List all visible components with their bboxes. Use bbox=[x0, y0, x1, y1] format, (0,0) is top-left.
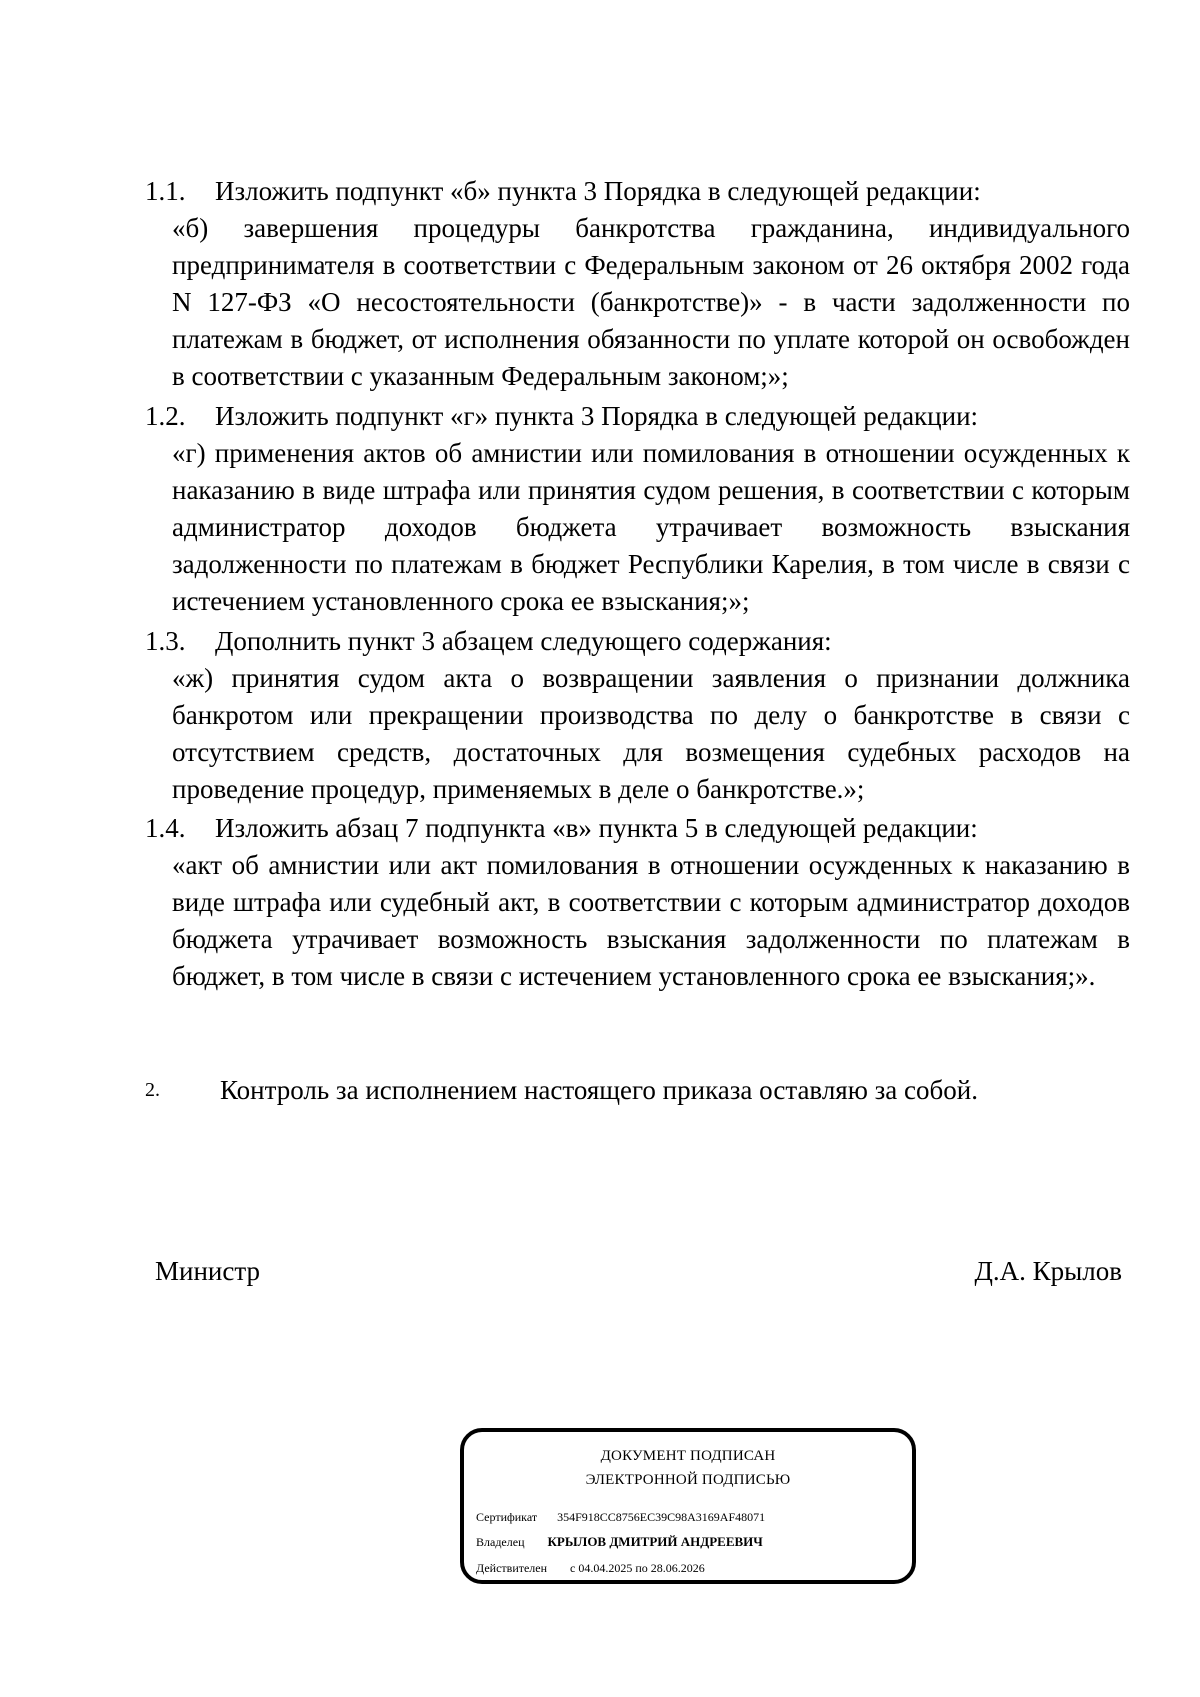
validity-value: с 04.04.2025 по 28.06.2026 bbox=[570, 1561, 705, 1575]
amendment-heading bbox=[145, 172, 1130, 210]
owner-label: Владелец bbox=[476, 1535, 525, 1549]
stamp-owner-row bbox=[476, 1533, 763, 1551]
amendment-heading bbox=[145, 622, 1130, 660]
amendment-title: Изложить абзац 7 подпункта «в» пункта 5 в следующей редакции: bbox=[215, 813, 978, 843]
amendment-number: 1.1. bbox=[145, 176, 186, 206]
amendment-heading bbox=[145, 397, 1130, 435]
amendment-text: «г) применения актов об амнистии или помилования в отношении осужденных к наказанию в виде штрафа или принятия судом решения, в соответствии с которым администратор доходов бюджета утрачивает возможность взыскания задолженности по платежам в бюджет Республики Карелия, в том числе в связи с истечением установленного срока ее взыскания;»; bbox=[172, 438, 1130, 616]
amendment-item-1-3 bbox=[145, 622, 1130, 808]
signatory-name: Д.А. Крылов bbox=[974, 1256, 1122, 1286]
amendment-heading bbox=[145, 809, 1130, 847]
signatory-position: Министр bbox=[155, 1256, 260, 1286]
stamp-heading-line-1: ДОКУМЕНТ ПОДПИСАН bbox=[600, 1448, 776, 1464]
amendment-text: «акт об амнистии или акт помилования в отношении осужденных к наказанию в виде штрафа или судебный акт, в соответствии с которым администратор доходов бюджета утрачивает возможность взыскания задолженности по платежам в бюджет, в том числе в связи с истечением установленного срока ее взыскания;». bbox=[172, 850, 1130, 991]
electronic-signature-stamp bbox=[460, 1428, 916, 1584]
validity-label: Действителен bbox=[476, 1561, 548, 1575]
amendment-text: «б) завершения процедуры банкротства гражданина, индивидуального предпринимателя в соответствии с Федеральным законом от 26 октября 2002 года N 127-ФЗ «О несостоятельности (банкротстве)» - в части задолженности по платежам в бюджет, от исполнения обязанности по уплате которой он освобожден в соответствии с указанным Федеральным законом;»; bbox=[172, 213, 1130, 391]
amendment-item-1-1 bbox=[145, 172, 1130, 395]
point-2-text: Контроль за исполнением настоящего приказа оставляю за собой. bbox=[220, 1075, 978, 1105]
certificate-value: 354F918CC8756EC39C98A3169AF48071 bbox=[557, 1510, 766, 1524]
amendment-item-1-4 bbox=[145, 809, 1130, 995]
point-2 bbox=[145, 1071, 1130, 1109]
amendment-number: 1.4. bbox=[145, 813, 186, 843]
stamp-certificate-row bbox=[476, 1508, 765, 1526]
amendment-number: 1.3. bbox=[145, 626, 186, 656]
amendment-title: Дополнить пункт 3 абзацем следующего содержания: bbox=[215, 626, 832, 656]
amendment-title: Изложить подпункт «г» пункта 3 Порядка в следующей редакции: bbox=[215, 401, 979, 431]
amendment-number: 1.2. bbox=[145, 401, 186, 431]
certificate-label: Сертификат bbox=[476, 1510, 538, 1524]
amendment-title: Изложить подпункт «б» пункта 3 Порядка в следующей редакции: bbox=[215, 176, 981, 206]
point-2-number: 2. bbox=[145, 1079, 160, 1101]
amendment-item-1-2 bbox=[145, 397, 1130, 620]
stamp-heading bbox=[464, 1444, 912, 1492]
stamp-validity-row bbox=[476, 1559, 705, 1577]
stamp-heading-line-2: ЭЛЕКТРОННОЙ ПОДПИСЬЮ bbox=[585, 1472, 791, 1488]
owner-value: КРЫЛОВ ДМИТРИЙ АНДРЕЕВИЧ bbox=[547, 1534, 763, 1549]
amendment-text: «ж) принятия судом акта о возвращении заявления о признании должника банкротом или прекращении производства по делу о банкротстве в связи с отсутствием средств, достаточных для возмещения судебных расходов на проведение процедур, применяемых в деле о банкротстве.»; bbox=[172, 663, 1130, 804]
